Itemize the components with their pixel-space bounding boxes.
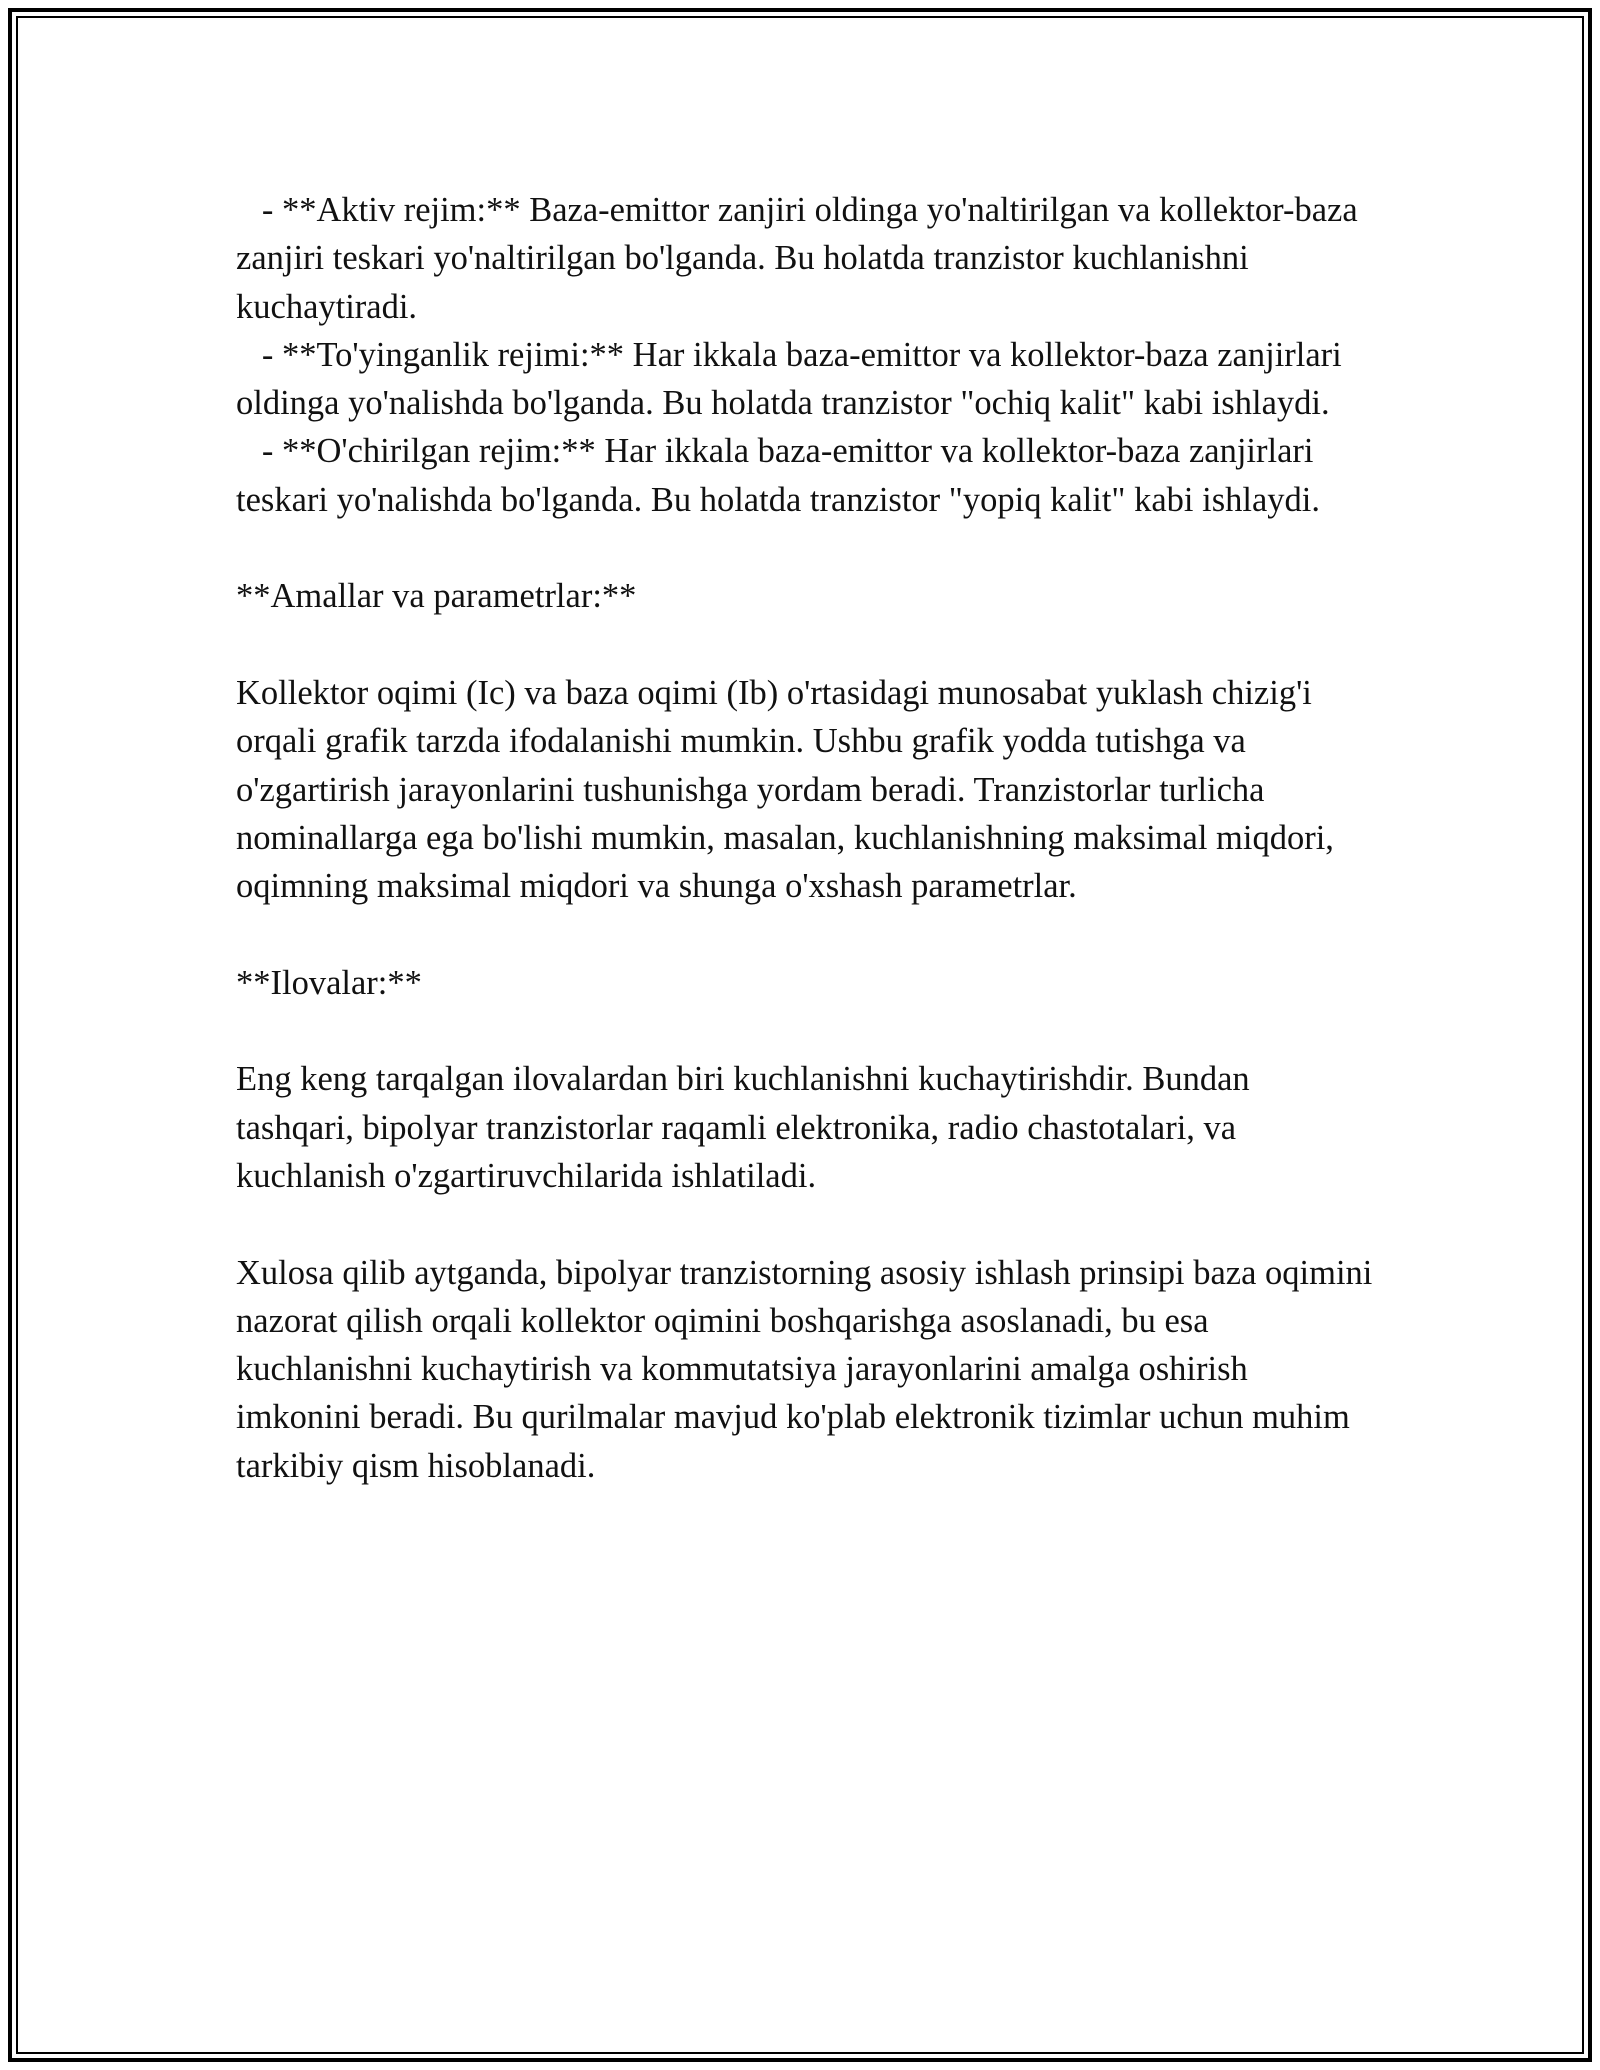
- spacer: [236, 1007, 1376, 1055]
- bullet-active-mode: - **Aktiv rejim:** Baza-emittor zanjiri oldinga yo'naltirilgan va kollektor-baza zanjiri teskari yo'naltirilgan bo'lganda. Bu holatda tranzistor kuchlanishni kuchaytiradi.: [236, 191, 1367, 326]
- paragraph-apps: Eng keng tarqalgan ilovalardan biri kuchlanishni kuchaytirishdir. Bundan tashqari, bipolyar tranzistorlar raqamli elektronika, radio chastotalari, va kuchlanish o'zgartiruvchilarida ishlatiladi.: [236, 1060, 1250, 1195]
- spacer: [236, 1200, 1376, 1248]
- bullet-saturation-mode: - **To'yinganlik rejimi:** Har ikkala baza-emittor va kollektor-baza zanjirlari oldinga yo'nalishda bo'lganda. Bu holatda tranzistor "ochiq kalit" kabi ishlaydi.: [236, 335, 1351, 423]
- spacer: [236, 524, 1376, 572]
- paragraph-conclusion: Xulosa qilib aytganda, bipolyar tranzistorning asosiy ishlash prinsipi baza oqimini nazorat qilish orqali kollektor oqimini boshqarishga asoslanadi, bu esa kuchlanishni kuchaytirish va kommutatsiya jarayonlarini amalga oshirish imkonini beradi. Bu qurilmalar mavjud ko'plab elektronik tizimlar uchun muhim tarkibiy qism hisoblanadi.: [236, 1253, 1373, 1485]
- spacer: [236, 621, 1376, 669]
- bullet-cutoff-mode: - **O'chirilgan rejim:** Har ikkala baza-emittor va kollektor-baza zanjirlari teskari yo'nalishda bo'lganda. Bu holatda tranzistor "yopiq kalit" kabi ishlaydi.: [236, 432, 1323, 519]
- spacer: [236, 910, 1376, 958]
- paragraph-params: Kollektor oqimi (Ic) va baza oqimi (Ib) o'rtasidagi munosabat yuklash chizig'i orqali grafik tarzda ifodalanishi mumkin. Ushbu grafik yodda tutishga va o'zgartirish jarayonlarini tushunishga yordam beradi. Tranzistorlar turlicha nominallarga ega bo'lishi mumkin, masalan, kuchlanishning maksimal miqdori, oqimning maksimal miqdori va shunga o'xshash parametrlar.: [236, 673, 1334, 906]
- heading-apps: **Ilovalar:**: [236, 963, 422, 1002]
- document-body: [236, 186, 1376, 1490]
- heading-params: **Amallar va parametrlar:**: [236, 577, 637, 616]
